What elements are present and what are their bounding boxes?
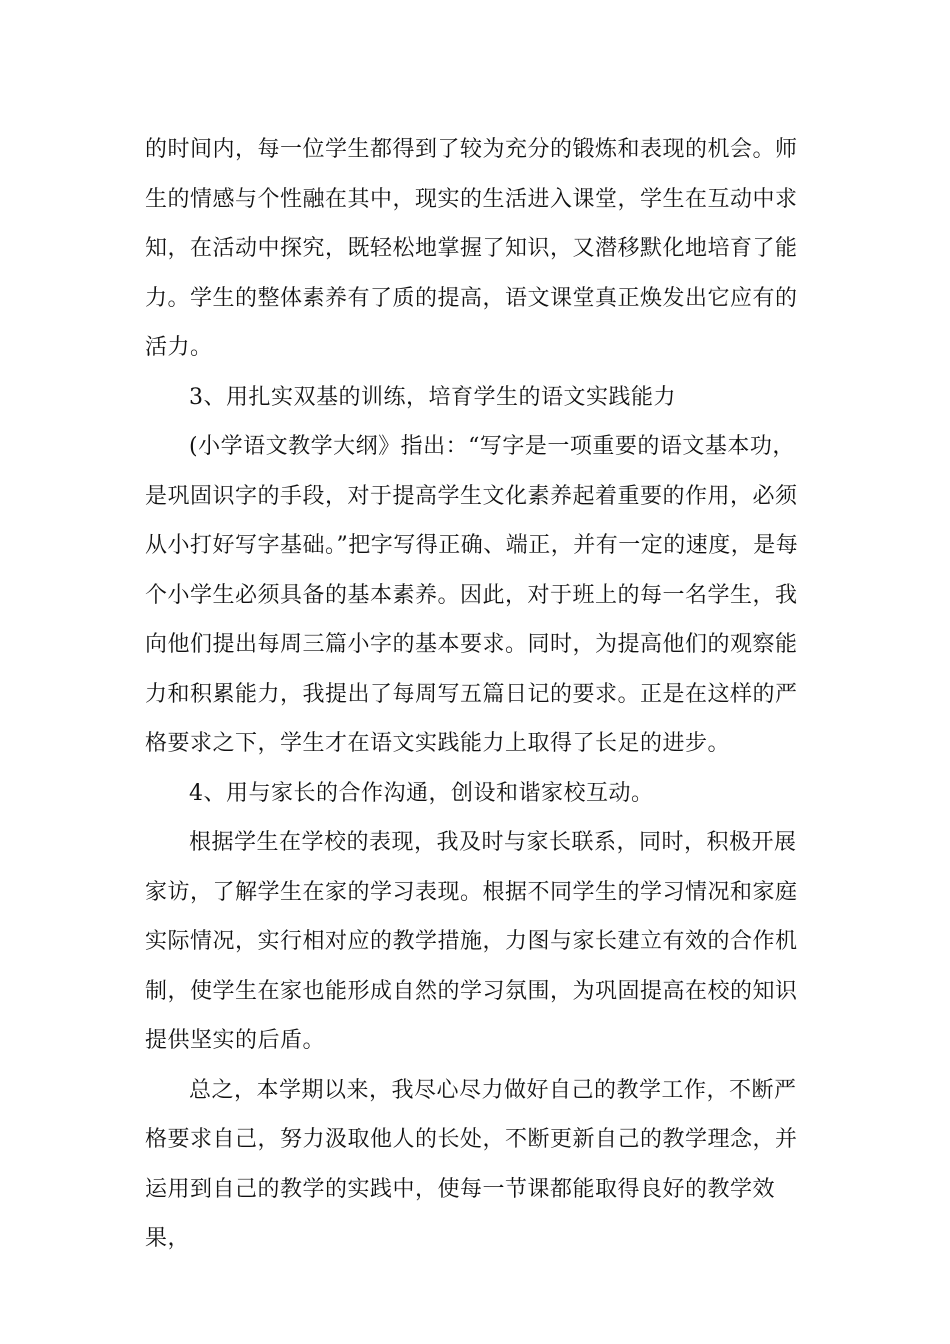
section-heading-4: 4、用与家长的合作沟通，创设和谐家校互动。 xyxy=(189,780,654,806)
section-heading-3: 3、用扎实双基的训练，培育学生的语文实践能力 xyxy=(189,384,676,410)
paragraph-summary: 总之，本学期以来，我尽心尽力做好自己的教学工作，不断严格要求自己，努力汲取他人的长处，不断更新自己的教学理念，并运用到自己的教学的实践中，使每一节课都能取得良好的教学效果， xyxy=(145,1077,798,1251)
paragraph-writing-requirements: (小学语文教学大纲》指出：“写字是一项重要的语文基本功，是巩固识字的手段，对于提高学生文化素养起着重要的作用，必须从小打好写字基础。”把字写得正确、端正，并有一定的速度，是每个小学生必须具备的基本素养。因此，对于班上的每一名学生，我向他们提出每周三篇小字的基本要求。同时，为提高他们的观察能力和积累能力，我提出了每周写五篇日记的要求。正是在这样的严格要求之下，学生才在语文实践能力上取得了长足的进步。 xyxy=(145,434,799,756)
document-body xyxy=(145,125,815,1264)
paragraph-continuation: 的时间内，每一位学生都得到了较为充分的锻炼和表现的机会。师生的情感与个性融在其中，现实的生活进入课堂，学生在互动中求知，在活动中探究，既轻松地掌握了知识，又潜移默化地培育了能力。学生的整体素养有了质的提高，语文课堂真正焕发出它应有的活力。 xyxy=(145,137,798,360)
paragraph-parent-cooperation: 根据学生在学校的表现，我及时与家长联系，同时，积极开展家访，了解学生在家的学习表现。根据不同学生的学习情况和家庭实际情况，实行相对应的教学措施，力图与家长建立有效的合作机制，使学生在家也能形成自然的学习氛围，为巩固提高在校的知识提供坚实的后盾。 xyxy=(145,830,798,1053)
